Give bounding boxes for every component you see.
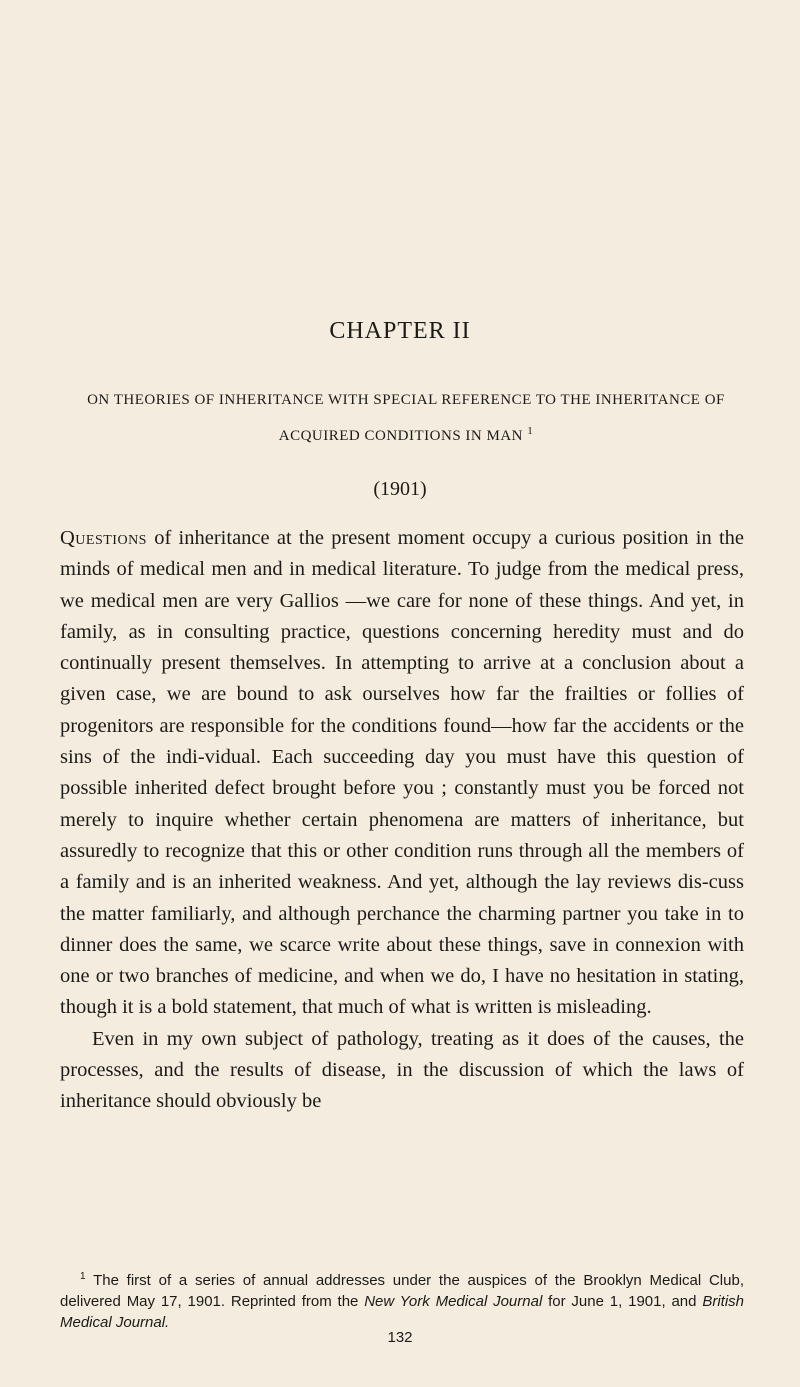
chapter-year: (1901) <box>373 478 427 500</box>
chapter-title: CHAPTER II <box>329 318 471 344</box>
page-number: 132 <box>387 1329 413 1346</box>
footnote-text-a: The first of a series of annual addresses under the auspices of the Brooklyn Medical Club, delivered May 17, 1901. Reprinted from the <box>60 1272 744 1310</box>
footnote <box>60 1266 744 1333</box>
footnote-paragraph <box>60 1266 744 1333</box>
paragraph-1 <box>60 523 744 1024</box>
chapter-subtitle-text: ON THEORIES OF INHERITANCE WITH SPECIAL REFERENCE TO THE INHERITANCE OF ACQUIRED CONDITIONS IN MAN <box>87 392 725 444</box>
footnote-reference[interactable]: 1 <box>527 425 534 437</box>
footnote-journal-1: New York Medical Journal <box>364 1293 543 1310</box>
paragraph-2: Even in my own subject of pathology, treating as it does of the causes, the processes, and the results of disease, in the discussion of which the laws of inheritance should obviously be <box>60 1027 744 1113</box>
body-text <box>60 523 744 1118</box>
paragraph-1-text: of inheritance at the present moment occupy a curious position in the minds of medical men and in medical literature. To judge from the medical press, we medical men are very Gallios —we care for none of these things. And yet, in family, as in consulting practice, questions concerning heredity must and do continually present themselves. In attempting to arrive at a conclusion about a given case, we are bound to ask ourselves how far the frailties or follies of progenitors are responsible for the conditions found—how far the accidents or the sins of the indi-vidual. Each succeeding day you must have this question of possible inherited defect brought before you ; constantly must you be forced not merely to inquire whether certain phenomena are matters of inheritance, but assuredly to recognize that this or other condition runs through all the members of a family and is an inherited weakness. And yet, although the lay reviews dis-cuss the matter familiarly, and although perchance the charming partner you take in to dinner does the same, we scarce write about these things, save in connexion with one or two branches of medicine, and when we do, I have no hesitation in stating, though it is a bold statement, that much of what is written is misleading. <box>60 527 744 1019</box>
chapter-subtitle <box>70 385 742 452</box>
footnote-marker: 1 <box>80 1271 86 1282</box>
footnote-journal-2: British Medical Journal. <box>60 1293 744 1331</box>
footnote-text-b: for June 1, 1901, and <box>542 1293 703 1310</box>
paragraph-1-lead-word: Questions <box>60 527 147 549</box>
